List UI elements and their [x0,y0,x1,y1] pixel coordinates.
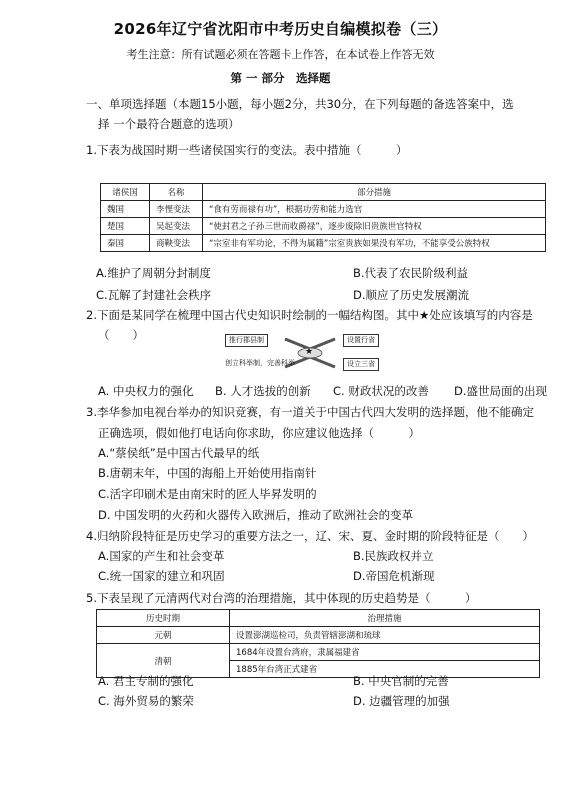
question-5-table [96,609,540,678]
option-d: D.帝国危机渐现 [353,569,435,583]
option-b: B.民族政权并立 [353,549,434,563]
table-row [97,627,540,644]
option-c: C.活字印刷术是由南宋时的匠人毕昇发明的 [98,487,317,501]
option-a: A. 君主专制的强化 [98,674,194,688]
diagram-label-left-bottom: 创立科举制，完善科举 [225,359,295,367]
option-a: A.“蔡侯纸”是中国古代最早的纸 [98,446,260,460]
diagram-box-right-top: 设置行省 [343,334,379,347]
structure-diagram [225,334,395,372]
table-cell: 秦国 [101,235,150,252]
table-header-row [97,610,540,627]
exam-notice: 考生注意：所有试题必须在答题卡上作答，在本试卷上作答无效 [126,48,435,61]
option-d: D.顺应了历史发展潮流 [353,288,470,302]
option-c: C.统一国家的建立和巩固 [98,569,225,583]
question-3-stem-cont: 正确选项，假如他打电话向你求助，你应建议他选择（ ） [98,426,420,440]
table-row [97,644,540,661]
star-icon: ★ [305,347,314,357]
table-row [101,218,546,235]
table-row [101,201,546,218]
option-d: D.盛世局面的出现 [454,384,548,398]
table-header-cell: 部分措施 [203,184,546,201]
table-cell: 设置澎湖巡检司，负责管辖澎湖和琉球 [230,627,540,644]
option-d: D. 边疆管理的加强 [353,694,450,708]
option-a: A. 中央权力的强化 [98,384,194,398]
table-cell: “宗室非有军功论，不得为属籍”宗室贵族如果没有军功，不能享受公族特权 [203,235,546,252]
table-header-cell: 诸侯国 [101,184,150,201]
option-c: C.瓦解了封建社会秩序 [96,288,212,302]
option-a: A.国家的产生和社会变革 [98,549,225,563]
option-b: B. 中央官制的完善 [353,674,449,688]
table-cell: 清朝 [97,644,230,678]
table-cell: 楚国 [101,218,150,235]
question-2-stem: 2.下面是某同学在梳理中国古代史知识时绘制的一幅结构图。其中★处应该填写的内容是 [86,308,533,322]
table-cell: “食有劳而禄有功”，根据功劳和能力选官 [203,201,546,218]
table-header-cell: 治理措施 [230,610,540,627]
table-header-cell: 历史时期 [97,610,230,627]
table-header-cell: 名称 [150,184,203,201]
table-cell: “使封君之子孙三世而收爵禄”，逐步废除旧贵族世官特权 [203,218,546,235]
question-1-stem: 1.下表为战国时期一些诸侯国实行的变法。表中措施（ ） [86,143,408,157]
option-c: C. 财政状况的改善 [333,384,429,398]
diagram-box-left-top: 推行郡县制 [225,334,268,347]
option-b: B. 人才选拔的创新 [215,384,311,398]
option-a: A.维护了周朝分封制度 [96,266,211,280]
table-cell: 元朝 [97,627,230,644]
table-header-row [101,184,546,201]
diagram-box-right-bottom: 设立三省 [343,358,379,371]
question-4-stem: 4.归纳阶段特征是历史学习的重要方法之一，辽、宋、夏、金时期的阶段特征是（ ） [86,529,534,543]
table-cell: 李悝变法 [150,201,203,218]
section-instruction: 一、单项选择题（本题15小题，每小题2分，共30分，在下列每题的备选答案中，选 [86,97,514,111]
table-row [101,235,546,252]
option-d: D. 中国发明的火药和火器传入欧洲后，推动了欧洲社会的变革 [98,508,414,522]
question-5-stem: 5.下表呈现了元清两代对台湾的治理措施，其中体现的历史趋势是（ ） [86,591,477,605]
part-heading: 第 一 部分 选择题 [230,71,331,85]
table-cell: 1684年设置台湾府，隶属福建省 [230,644,540,661]
table-cell: 吴起变法 [150,218,203,235]
table-cell: 魏国 [101,201,150,218]
table-cell: 1885年台湾正式建省 [230,661,540,678]
table-cell: 商鞅变法 [150,235,203,252]
question-2-stem-cont: （ ） [98,328,144,342]
question-3-stem: 3.李华参加电视台举办的知识竞赛，有一道关于中国古代四大发明的选择题，他不能确定 [86,405,534,419]
option-b: B.唐朝末年，中国的海船上开始使用指南针 [98,466,317,480]
exam-title: 2026年辽宁省沈阳市中考历史自编模拟卷（三） [113,20,448,38]
option-c: C. 海外贸易的繁荣 [98,694,194,708]
option-b: B.代表了农民阶级利益 [353,266,469,280]
question-1-table [100,183,546,252]
section-instruction-cont: 择 一个最符合题意的选项） [98,117,240,131]
